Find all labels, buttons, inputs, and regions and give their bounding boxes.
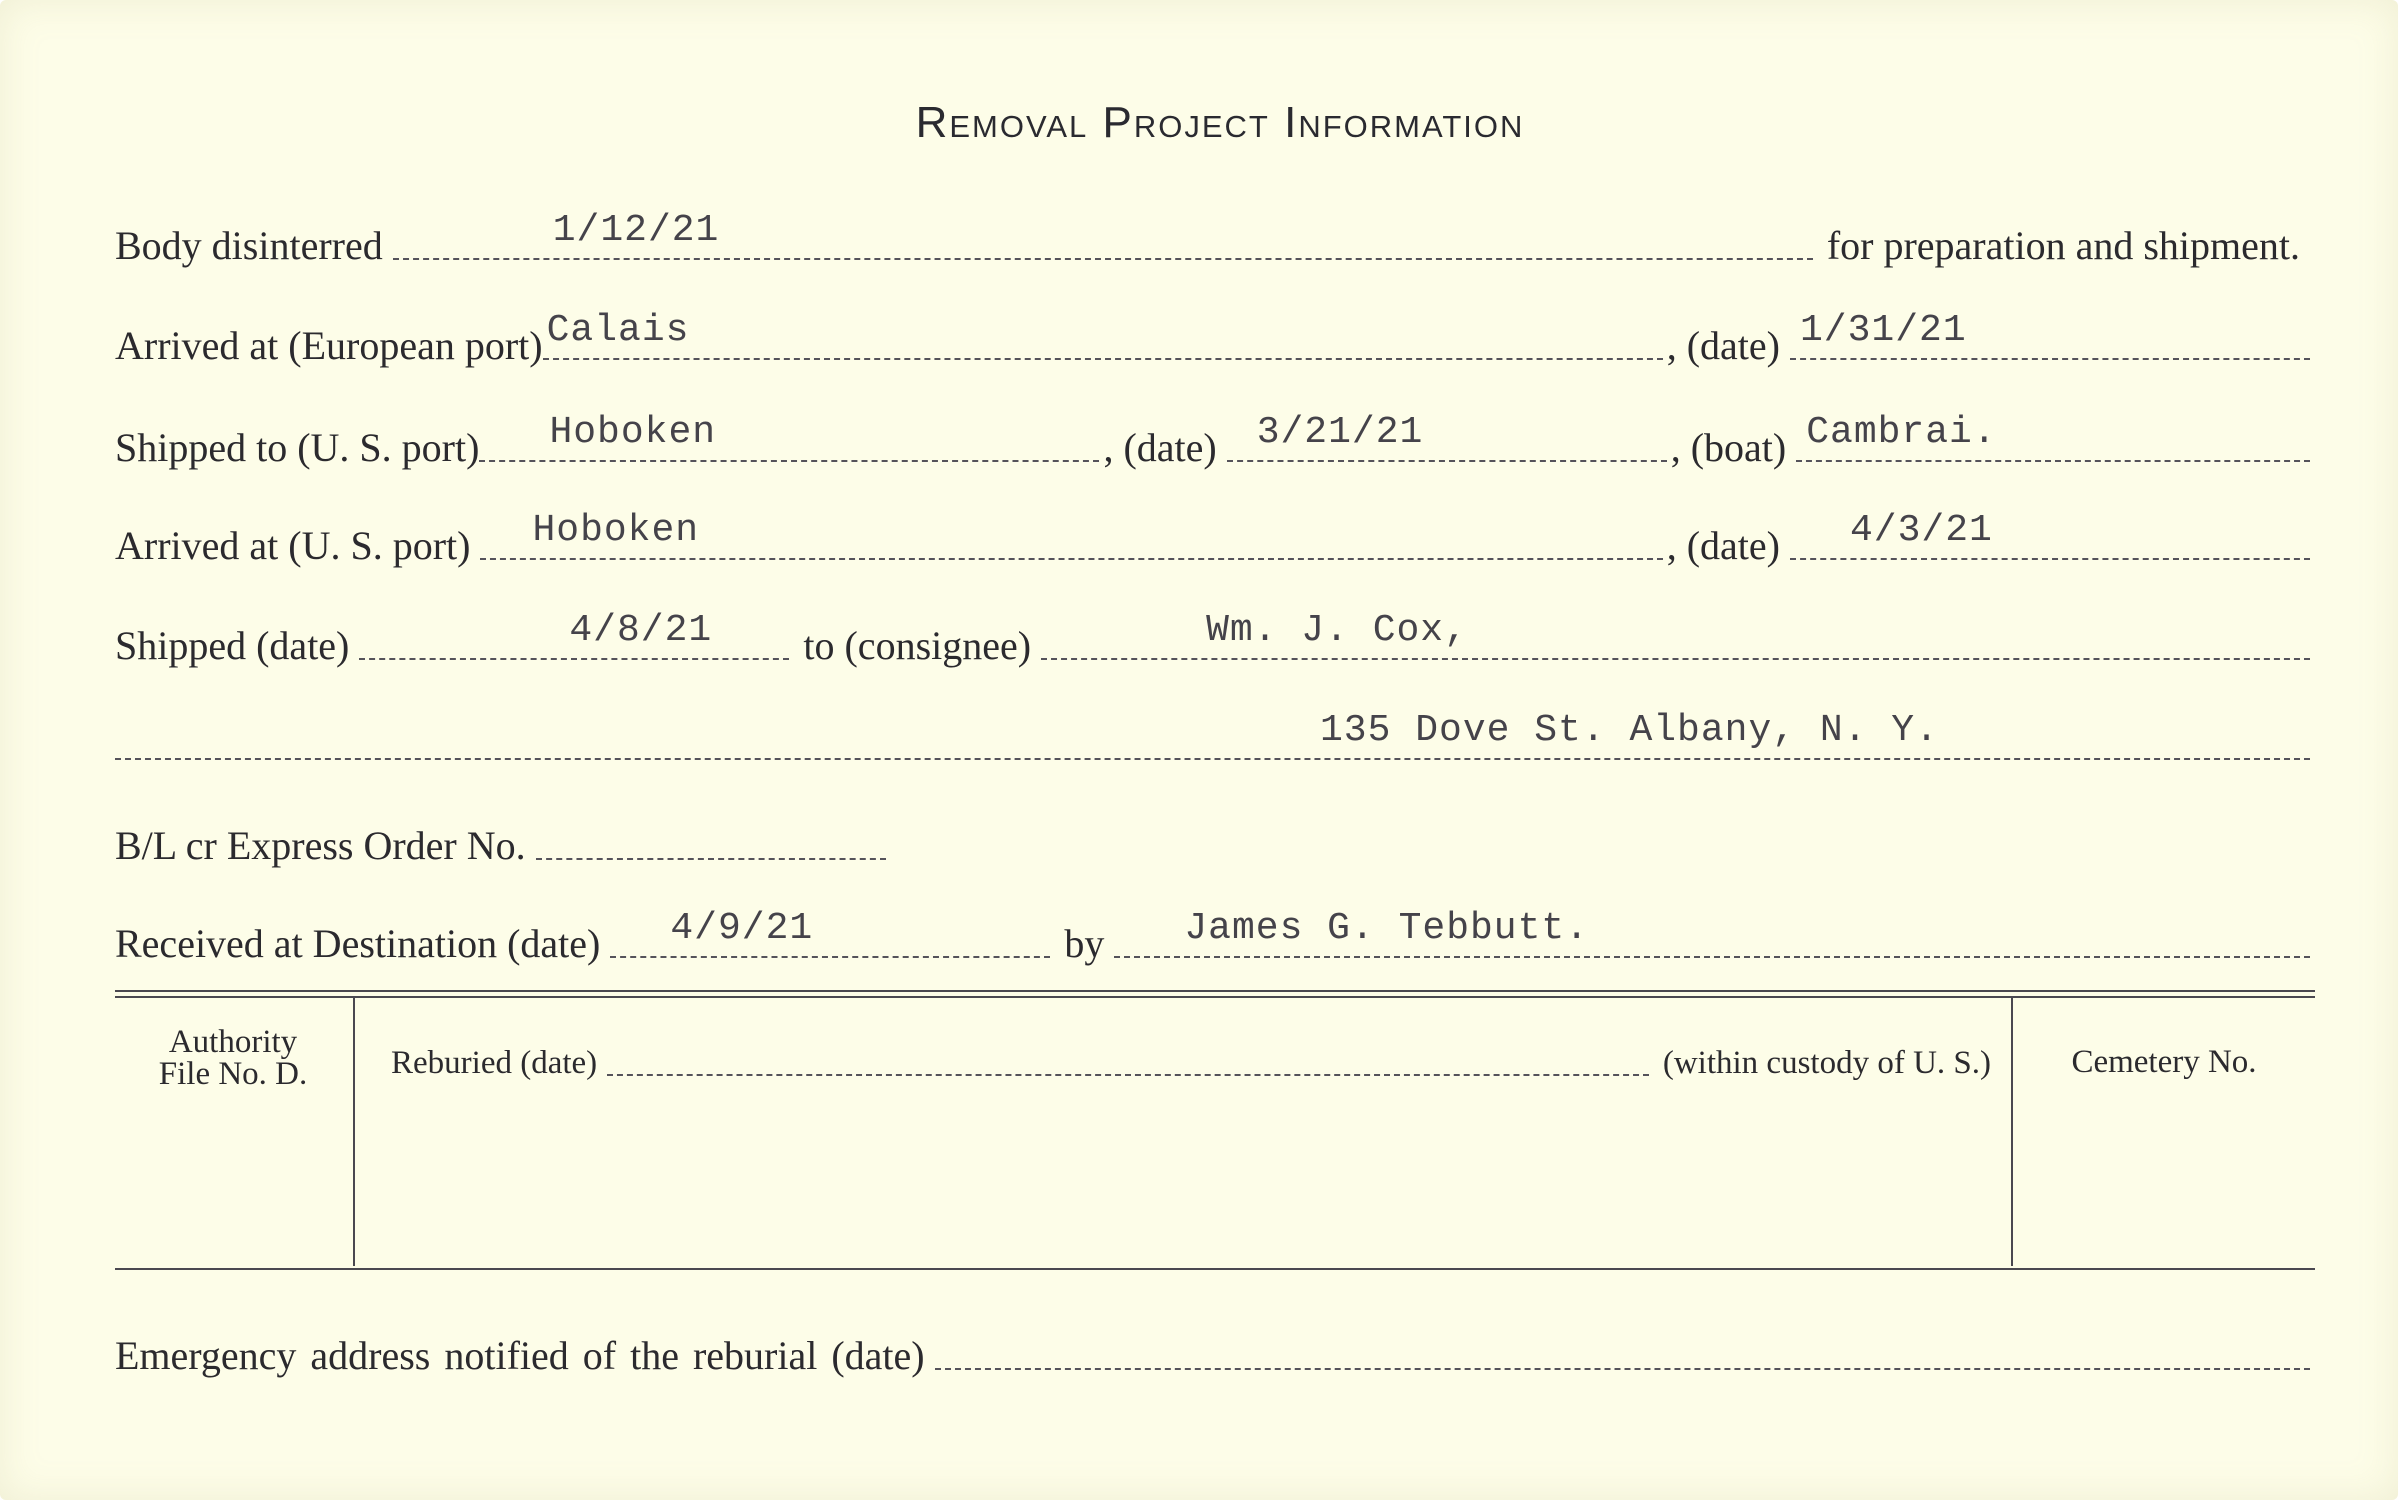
- body-disinterred-label: Body disinterred: [115, 223, 383, 268]
- received-by-field: [1114, 907, 2310, 958]
- arrived-european-date-label: , (date): [1666, 323, 1780, 368]
- file-no-label: File No. D.: [158, 1056, 308, 1092]
- arrived-us-port-value: Hoboken: [532, 509, 700, 552]
- reburied-date-field: [607, 1044, 1649, 1076]
- arrived-us-port-field: [480, 509, 1662, 560]
- arrived-us-date-field: [1790, 509, 2310, 560]
- arrived-us-label: Arrived at (U. S. port): [115, 523, 471, 568]
- arrived-us-row: [115, 508, 2310, 568]
- table-divider-left: [353, 996, 355, 1266]
- cemetery-label: Cemetery No.: [2071, 1044, 2257, 1080]
- custody-label: (within custody of U. S.): [1662, 1045, 1991, 1081]
- body-disinterred-field: [393, 209, 1813, 260]
- shipped-us-boat-value: Cambrai.: [1806, 411, 1997, 454]
- bl-label: B/L cr Express Order No.: [115, 823, 526, 868]
- shipped-us-label: Shipped to (U. S. port): [115, 425, 480, 470]
- table-top-rule-1: [115, 990, 2315, 992]
- emergency-date-field: [935, 1324, 2310, 1370]
- consignee-value: Wm. J. Cox,: [1206, 609, 1468, 652]
- body-disinterred-suffix: for preparation and shipment.: [1826, 223, 2300, 268]
- address-field: [115, 709, 2310, 760]
- bl-field: [536, 814, 886, 860]
- table-bottom-rule: [115, 1268, 2315, 1270]
- bl-row: [115, 808, 886, 868]
- authority-cell: [115, 1026, 351, 1090]
- address-value: 135 Dove St. Albany, N. Y.: [1320, 709, 1939, 752]
- shipped-us-boat-field: [1796, 411, 2310, 462]
- arrived-european-row: [115, 308, 2310, 368]
- reburied-cell: [391, 1044, 1991, 1082]
- arrived-european-date-value: 1/31/21: [1800, 309, 1967, 352]
- emergency-label: Emergency address notified of the reburial (date): [115, 1333, 925, 1378]
- shipped-us-date-label: , (date): [1103, 425, 1217, 470]
- arrived-european-label: Arrived at (European port): [115, 323, 543, 368]
- arrived-european-port-value: Calais: [546, 309, 690, 352]
- received-date-field: [610, 907, 1050, 958]
- emergency-row: [115, 1318, 2310, 1378]
- received-row: [115, 906, 2310, 966]
- shipped-us-date-field: [1227, 411, 1667, 462]
- shipped-us-boat-label: , (boat): [1670, 425, 1787, 470]
- received-label: Received at Destination (date): [115, 921, 601, 966]
- arrived-european-port-field: [543, 309, 1663, 360]
- arrived-us-date-label: , (date): [1666, 523, 1780, 568]
- shipped-us-port-field: [479, 411, 1099, 462]
- received-by-value: James G. Tebbutt.: [1184, 907, 1590, 950]
- card-title: Removal Project Information: [915, 98, 1525, 147]
- arrived-us-date-value: 4/3/21: [1850, 509, 1993, 552]
- table-divider-right: [2011, 996, 2013, 1266]
- consignee-label: to (consignee): [803, 623, 1032, 668]
- received-by-label: by: [1064, 921, 1105, 966]
- reburied-label: Reburied (date): [391, 1045, 598, 1081]
- shipped-us-date-value: 3/21/21: [1256, 411, 1424, 454]
- arrived-european-date-field: [1790, 309, 2310, 360]
- body-disinterred-value: 1/12/21: [552, 209, 720, 252]
- table-top-rule-2: [115, 996, 2315, 998]
- shipped-date-value: 4/8/21: [569, 609, 713, 652]
- address-row: [115, 708, 2310, 768]
- authority-label: Authority: [168, 1024, 298, 1060]
- shipped-us-row: [115, 410, 2310, 470]
- consignee-field: [1041, 609, 2310, 660]
- body-disinterred-row: [115, 208, 2310, 268]
- shipped-date-field: [359, 609, 789, 660]
- reburial-table: [115, 990, 2315, 1272]
- received-date-value: 4/9/21: [670, 907, 814, 950]
- shipped-date-label: Shipped (date): [115, 623, 350, 668]
- shipped-us-port-value: Hoboken: [549, 411, 717, 454]
- shipped-row: [115, 608, 2310, 668]
